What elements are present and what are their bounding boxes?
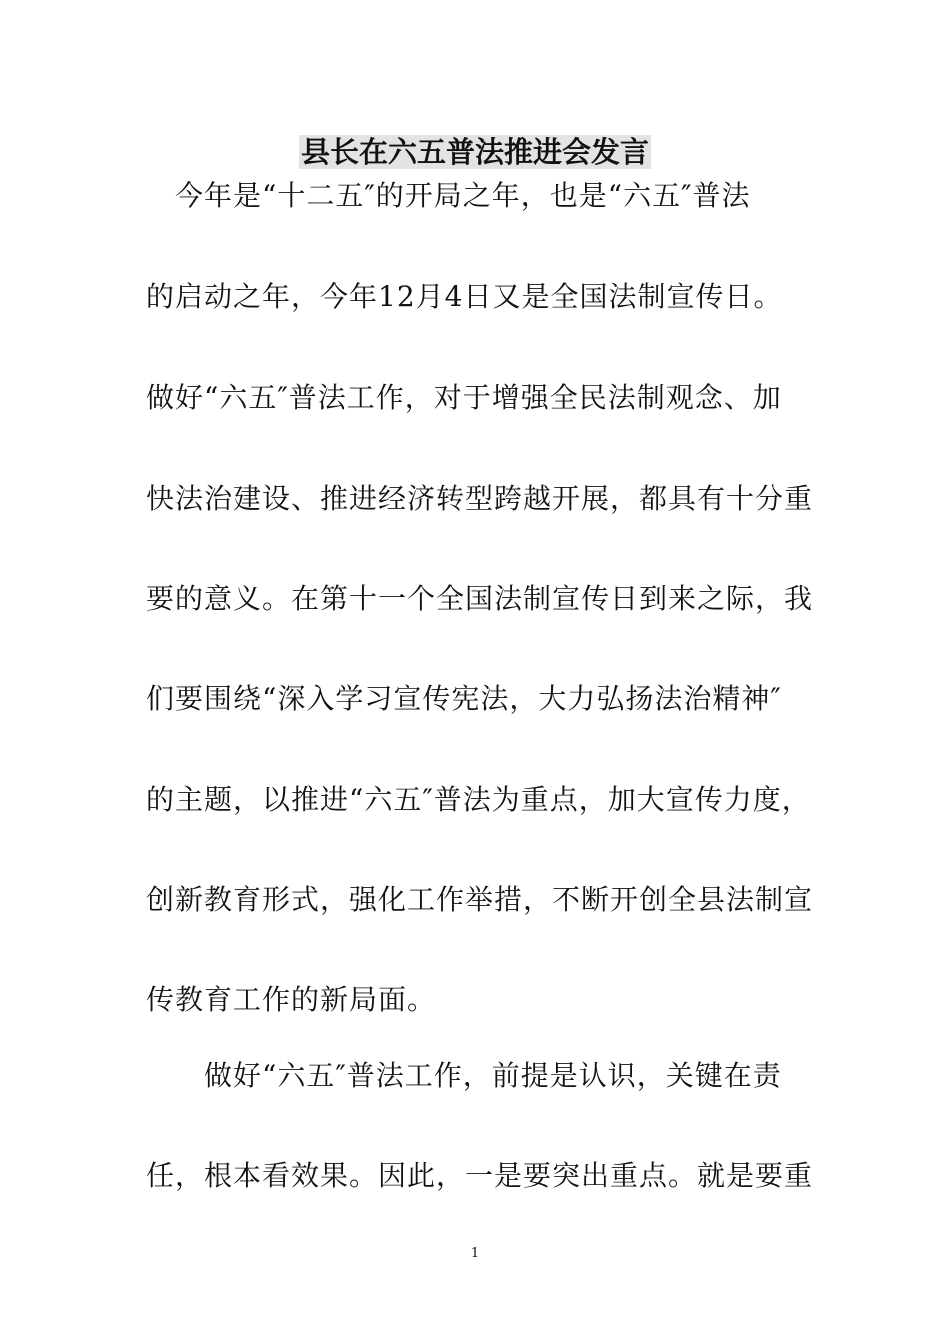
body-line: 任，根本看效果。因此，一是要突出重点。就是要重: [146, 1159, 814, 1192]
body-line: 传教育工作的新局面。: [146, 983, 437, 1016]
body-line: 们要围绕“深入学习宣传宪法，大力弘扬法治精神″: [146, 682, 782, 715]
document-title: [0, 132, 950, 172]
body-line: 快法治建设、推进经济转型跨越开展，都具有十分重: [146, 482, 814, 515]
body-line: 的主题，以推进“六五″普法为重点，加大宣传力度，: [146, 783, 811, 816]
body-line: 做好“六五″普法工作，对于增强全民法制观念、加: [146, 381, 782, 414]
document-title-text: 县长在六五普法推进会发言: [300, 135, 649, 169]
body-line: 今年是“十二五″的开局之年，也是“六五″普法: [146, 179, 751, 212]
body-line: 做好“六五″普法工作，前提是认识，关键在责: [146, 1059, 782, 1092]
page-number: 1: [470, 1246, 480, 1261]
body-line: 要的意义。在第十一个全国法制宣传日到来之际，我: [146, 582, 814, 615]
body-line: 的启动之年，今年12月4日又是全国法制宣传日。: [146, 280, 783, 313]
body-line: 创新教育形式，强化工作举措，不断开创全县法制宣: [146, 883, 814, 916]
